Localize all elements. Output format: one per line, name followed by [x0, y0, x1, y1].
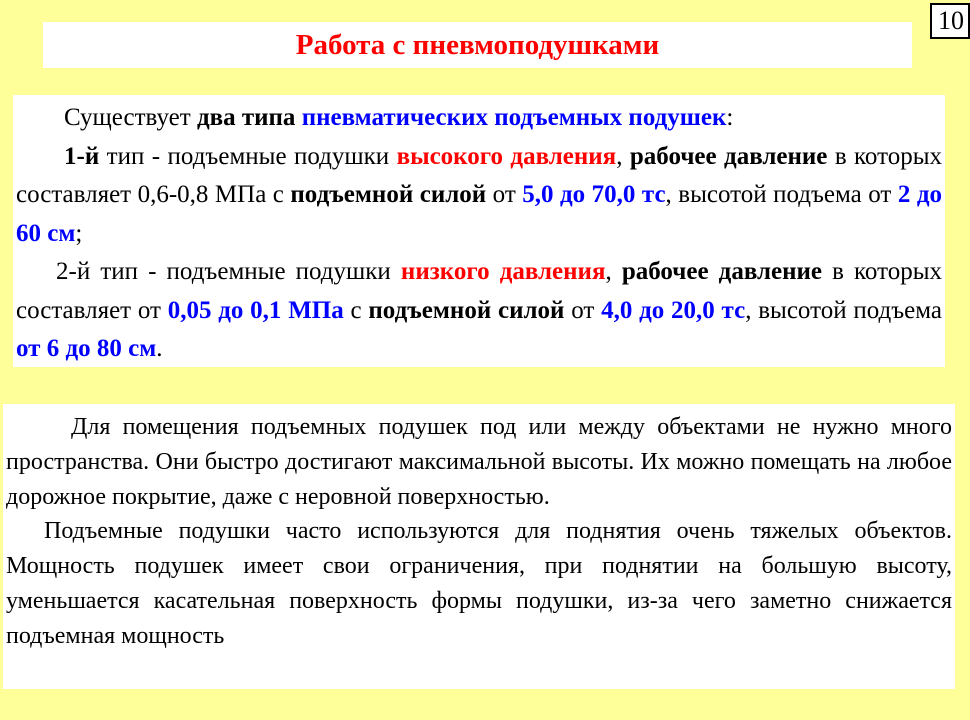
type1-lift-force-value: 5,0 до 70,0 тс — [522, 181, 666, 208]
type1-height-text: , высотой подъема от — [665, 181, 898, 208]
type1-comma: , — [616, 142, 630, 170]
type2-text: 2-й тип - подъемные подушки — [56, 258, 401, 285]
type1-end: ; — [75, 219, 83, 247]
types-intro-paragraph — [16, 99, 942, 138]
type2-pressure-text: в которых составляет от — [16, 258, 942, 324]
type2-pressure-class: низкого давления — [400, 258, 606, 285]
type1-label: 1-й — [64, 142, 100, 170]
type2-with: с — [343, 296, 369, 324]
type2-paragraph — [16, 253, 942, 369]
usage-paragraph-1: Для помещения подъемных подушек под или между объектами не нужно много пространства. Они быстро достигают максимальной высоты. Их можно помещать на любое дорожное покрытие, даже с неровной поверхностью. — [6, 414, 952, 510]
type1-working-pressure-term: рабочее давление — [629, 142, 828, 170]
type1-from: от — [486, 181, 523, 208]
type1-pressure-text: в которых составляет 0,6-0,8 МПа с — [16, 142, 942, 208]
type1-paragraph — [16, 138, 942, 254]
type2-height-text: , высотой подъема — [745, 296, 942, 324]
slide-number: 10 — [930, 3, 970, 39]
type2-working-pressure-term: рабочее давление — [621, 258, 823, 285]
type2-height-value: от 6 до 80 см — [16, 335, 157, 362]
type2-pressure-value: 0,05 до 0,1 МПа — [167, 296, 344, 324]
slide-title: Работа с пневмоподушками — [295, 29, 660, 61]
type2-lift-force-term: подъемной силой — [368, 296, 565, 324]
type1-pressure-class: высокого давления — [396, 142, 617, 170]
type1-text: тип - подъемные подушки — [99, 142, 397, 170]
type2-comma: , — [605, 258, 622, 285]
type2-from: от — [564, 296, 602, 324]
type2-lift-force-value: 4,0 до 20,0 тс — [601, 296, 746, 324]
intro-airbag-term: пневматических подъемных подушек — [301, 104, 727, 131]
intro-colon: : — [726, 104, 734, 131]
title-banner — [43, 22, 912, 68]
intro-text: Существует — [64, 104, 197, 131]
airbag-usage-panel — [3, 404, 955, 689]
airbag-types-panel — [13, 95, 945, 367]
type1-lift-force-term: подъемной силой — [290, 181, 487, 208]
type1-height-value: 2 до 60 см — [16, 181, 942, 247]
type2-end: . — [156, 335, 163, 362]
intro-two-types: два типа — [196, 104, 296, 131]
usage-paragraph-2: Подъемные подушки часто используются для поднятия очень тяжелых объектов. Мощность подушек имеет свои ограничения, при поднятии на большую высоту, уменьшается касательная поверхность формы подушки, из-за чего заметно снижается подъемная мощность — [6, 518, 952, 649]
